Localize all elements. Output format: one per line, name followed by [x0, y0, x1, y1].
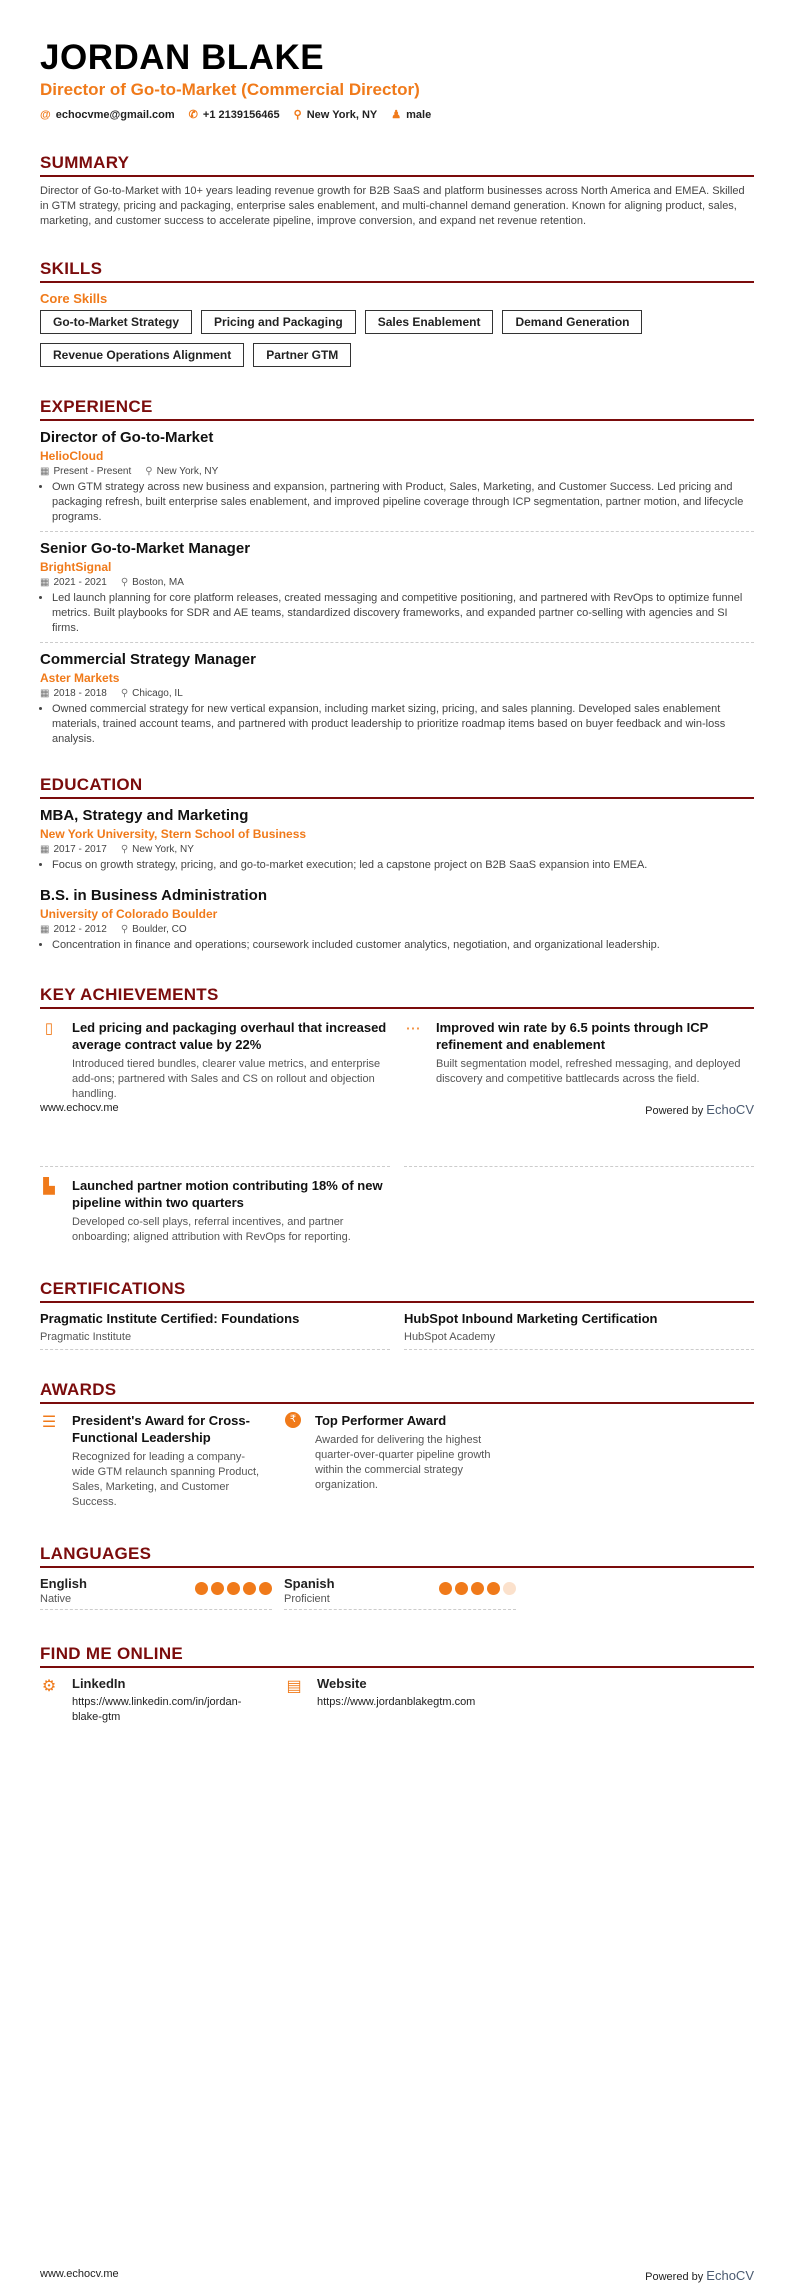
candidate-name: JORDAN BLAKE: [40, 38, 325, 77]
candidate-title: Director of Go-to-Market (Commercial Director): [40, 80, 420, 99]
person-icon: ♟: [391, 109, 402, 121]
footer-powered: Powered by: [645, 1105, 704, 1117]
award-title: Top Performer Award: [315, 1413, 447, 1428]
linkedin-icon: ⚙: [41, 1678, 57, 1695]
location: Boston, MA: [132, 577, 184, 588]
online-section: [40, 1644, 754, 1725]
section-heading: SUMMARY: [40, 153, 754, 177]
experience-item: [40, 421, 754, 532]
degree: MBA, Strategy and Marketing: [40, 807, 249, 824]
calendar-icon: ▦: [40, 924, 50, 935]
skill-chip: Pricing and Packaging: [201, 310, 356, 334]
dates: 2017 - 2017: [53, 844, 107, 855]
rating-dot: [487, 1582, 500, 1595]
awards-section: [40, 1380, 754, 1510]
cert-issuer: HubSpot Academy: [404, 1331, 496, 1343]
location: Boulder, CO: [132, 924, 187, 935]
footer-site[interactable]: www.echocv.me: [40, 2268, 119, 2280]
contact-text: male: [406, 109, 432, 121]
skill-chip: Partner GTM: [253, 343, 351, 367]
achievement-desc: Built segmentation model, refreshed messaging, and deployed discovery and competitive battlecards across the field.: [436, 1058, 741, 1085]
education-item: [40, 799, 754, 879]
cert-issuer: Pragmatic Institute: [40, 1331, 132, 1343]
section-heading: FIND ME ONLINE: [40, 1644, 754, 1668]
footer-powered: Powered by: [645, 2271, 704, 2283]
cert-title: HubSpot Inbound Marketing Certification: [404, 1311, 658, 1326]
location-icon: ⚲: [293, 109, 302, 121]
rupee-coin-icon: ₹: [285, 1412, 301, 1428]
location-icon: ⚲: [120, 688, 129, 699]
section-heading: LANGUAGES: [40, 1544, 754, 1568]
online-url[interactable]: https://www.jordanblakegtm.com: [317, 1696, 476, 1708]
job-title: Director of Go-to-Market: [40, 429, 214, 446]
footer-site[interactable]: www.echocv.me: [40, 1102, 119, 1114]
experience-item: [40, 643, 754, 753]
skills-section: [40, 259, 754, 367]
calendar-icon: ▦: [40, 688, 50, 699]
rating-dot: [439, 1582, 452, 1595]
achievement-item: [40, 1009, 390, 1110]
email-icon: @: [40, 108, 51, 121]
contact-text: +1 2139156465: [202, 109, 280, 121]
sliders-icon: ☰: [41, 1414, 57, 1431]
location: New York, NY: [156, 466, 219, 477]
certification-item: [40, 1303, 390, 1350]
company: HelioCloud: [40, 449, 104, 463]
language-name: English: [40, 1576, 87, 1591]
footer-brand: EchoCV: [706, 1102, 754, 1117]
company: BrightSignal: [40, 560, 112, 574]
experience-item: [40, 532, 754, 643]
dates: 2021 - 2021: [53, 577, 107, 588]
cert-title: Pragmatic Institute Certified: Foundations: [40, 1311, 300, 1326]
skills-list: [40, 310, 730, 367]
section-heading: AWARDS: [40, 1380, 754, 1404]
achievement-item: [404, 1009, 754, 1110]
page-2: [0, 1166, 794, 2289]
rating-dot: [471, 1582, 484, 1595]
achievement-item: [40, 1167, 390, 1253]
rating-dot: [243, 1582, 256, 1595]
section-heading: CERTIFICATIONS: [40, 1279, 754, 1303]
bullet: • Own GTM strategy across new business and expansion, partnering with Product, Sales, Marketing, and Customer Success. Led pricing and packaging refresh, built enterprise sales enablement, and improved pipeline coverage through ICP segmentation, partner motion, and lifecycle programs.: [52, 480, 754, 525]
rating-dot: [195, 1582, 208, 1595]
contact-text: New York, NY: [306, 109, 378, 121]
rating-dot: [503, 1582, 516, 1595]
dates: Present - Present: [53, 466, 132, 477]
location-icon: ⚲: [145, 466, 153, 477]
achievements-section: [40, 985, 754, 1110]
skill-chip: Go-to-Market Strategy: [40, 310, 192, 334]
footer-brand: EchoCV: [706, 2268, 754, 2283]
contact-location: [294, 108, 378, 121]
rating-dot: [211, 1582, 224, 1595]
experience-section: [40, 397, 754, 753]
language-name: Spanish: [284, 1576, 335, 1591]
achievement-desc: Developed co-sell plays, referral incentives, and partner onboarding; aligned attribution with RevOps for reporting.: [72, 1216, 351, 1243]
contact-phone[interactable]: [189, 108, 280, 121]
award-title: President's Award for Cross-Functional Leadership: [72, 1413, 250, 1445]
dates: 2018 - 2018: [53, 688, 107, 699]
document-icon: ▙: [43, 1178, 55, 1195]
bullet: • Focus on growth strategy, pricing, and go-to-market execution; led a capstone project on B2B SaaS expansion into EMEA.: [52, 858, 754, 873]
award-desc: Recognized for leading a company-wide GTM relaunch spanning Product, Sales, Marketing, and Customer Success.: [72, 1451, 260, 1508]
website-icon: ▤: [286, 1678, 302, 1695]
job-title: Commercial Strategy Manager: [40, 651, 256, 668]
skill-chip: Demand Generation: [502, 310, 642, 334]
company: Aster Markets: [40, 671, 120, 685]
achievement-title: Improved win rate by 6.5 points through ICP refinement and enablement: [436, 1020, 709, 1052]
award-desc: Awarded for delivering the highest quarter-over-quarter pipeline growth within the commercial strategy organization.: [315, 1434, 491, 1491]
phone-icon: ✆: [188, 109, 198, 121]
language-rating: [195, 1582, 272, 1605]
calendar-icon: ▦: [40, 577, 50, 588]
contact-text: echocvme@gmail.com: [55, 108, 175, 121]
contact-row: [40, 108, 754, 121]
award-item: [285, 1404, 585, 1510]
section-heading: EXPERIENCE: [40, 397, 754, 421]
bullet: • Led launch planning for core platform releases, created messaging and competitive positioning, and partnered with RevOps to optimize funnel metrics. Built playbooks for SDR and AE teams, standardized discovery frameworks, and expanded partner co-selling with agencies and SI firms.: [52, 591, 754, 636]
achievement-title: Launched partner motion contributing 18% of new pipeline within two quarters: [72, 1178, 383, 1210]
rating-dot: [259, 1582, 272, 1595]
bullet: • Concentration in finance and operations; coursework included customer analytics, negotiation, and organizational leadership.: [52, 938, 754, 953]
achievement-desc: Introduced tiered bundles, clearer value metrics, and enterprise add-ons; partnered with Sales and CS on rollout and objection handling.: [72, 1058, 381, 1100]
location-icon: ⚲: [120, 577, 129, 588]
language-level: Proficient: [284, 1593, 330, 1605]
section-heading: KEY ACHIEVEMENTS: [40, 985, 754, 1009]
school: University of Colorado Boulder: [40, 907, 218, 921]
calendar-icon: ▦: [40, 844, 50, 855]
achievements-continued: [40, 1166, 754, 1253]
achievement-title: Led pricing and packaging overhaul that increased average contract value by 22%: [72, 1020, 387, 1052]
bullet: • Owned commercial strategy for new vertical expansion, including market sizing, pricing, and sales planning. Developed sales enablement materials, trained account teams, and partnered with product leadership to prioritize roadmap items based on buyer feedback and win-loss analysis.: [52, 702, 754, 747]
location-icon: ⚲: [120, 844, 129, 855]
language-level: Native: [40, 1593, 72, 1605]
divider: [404, 1166, 754, 1167]
online-url[interactable]: https://www.linkedin.com/in/jordan-blake-gtm: [72, 1696, 242, 1723]
school: New York University, Stern School of Business: [40, 827, 307, 841]
page-footer: [40, 2268, 754, 2283]
page-1: [0, 0, 794, 1123]
section-heading: SKILLS: [40, 259, 754, 283]
award-item: [40, 1404, 285, 1510]
language-item: [284, 1568, 516, 1610]
skills-group-label: Core Skills: [40, 291, 108, 306]
ellipsis-icon: ⋯: [405, 1020, 421, 1037]
job-title: Senior Go-to-Market Manager: [40, 540, 251, 557]
section-heading: EDUCATION: [40, 775, 754, 799]
education-item: [40, 879, 754, 959]
page-footer: [40, 1102, 754, 1117]
rating-dot: [227, 1582, 240, 1595]
online-label: LinkedIn: [72, 1676, 126, 1691]
online-item-linkedin: [40, 1668, 285, 1725]
calendar-icon: ▦: [40, 466, 50, 477]
education-section: [40, 775, 754, 959]
degree: B.S. in Business Administration: [40, 887, 267, 904]
location: Chicago, IL: [132, 688, 183, 699]
languages-section: [40, 1544, 754, 1610]
online-item-website: [285, 1668, 585, 1725]
certification-item: [404, 1303, 754, 1350]
dates: 2012 - 2012: [53, 924, 107, 935]
contact-email[interactable]: [40, 109, 175, 121]
skill-chip: Sales Enablement: [365, 310, 494, 334]
skill-chip: Revenue Operations Alignment: [40, 343, 244, 367]
location: New York, NY: [132, 844, 194, 855]
location-icon: ⚲: [120, 924, 129, 935]
summary-text: Director of Go-to-Market with 10+ years leading revenue growth for B2B SaaS and platform businesses across North America and EMEA. Skilled in GTM strategy, pricing and packaging, enterprise sales enablement, and multi-channel demand generation. Known for aligning product, sales, marketing, and customer success to accelerate pipeline, improve conversion, and expand net revenue retention.: [40, 185, 745, 227]
rating-dot: [455, 1582, 468, 1595]
certifications-section: [40, 1279, 754, 1350]
language-rating: [439, 1582, 516, 1605]
summary-section: [40, 153, 754, 229]
mobile-icon: ▯: [44, 1020, 54, 1037]
contact-gender: [391, 108, 431, 121]
language-item: [40, 1568, 272, 1610]
online-label: Website: [317, 1676, 367, 1691]
